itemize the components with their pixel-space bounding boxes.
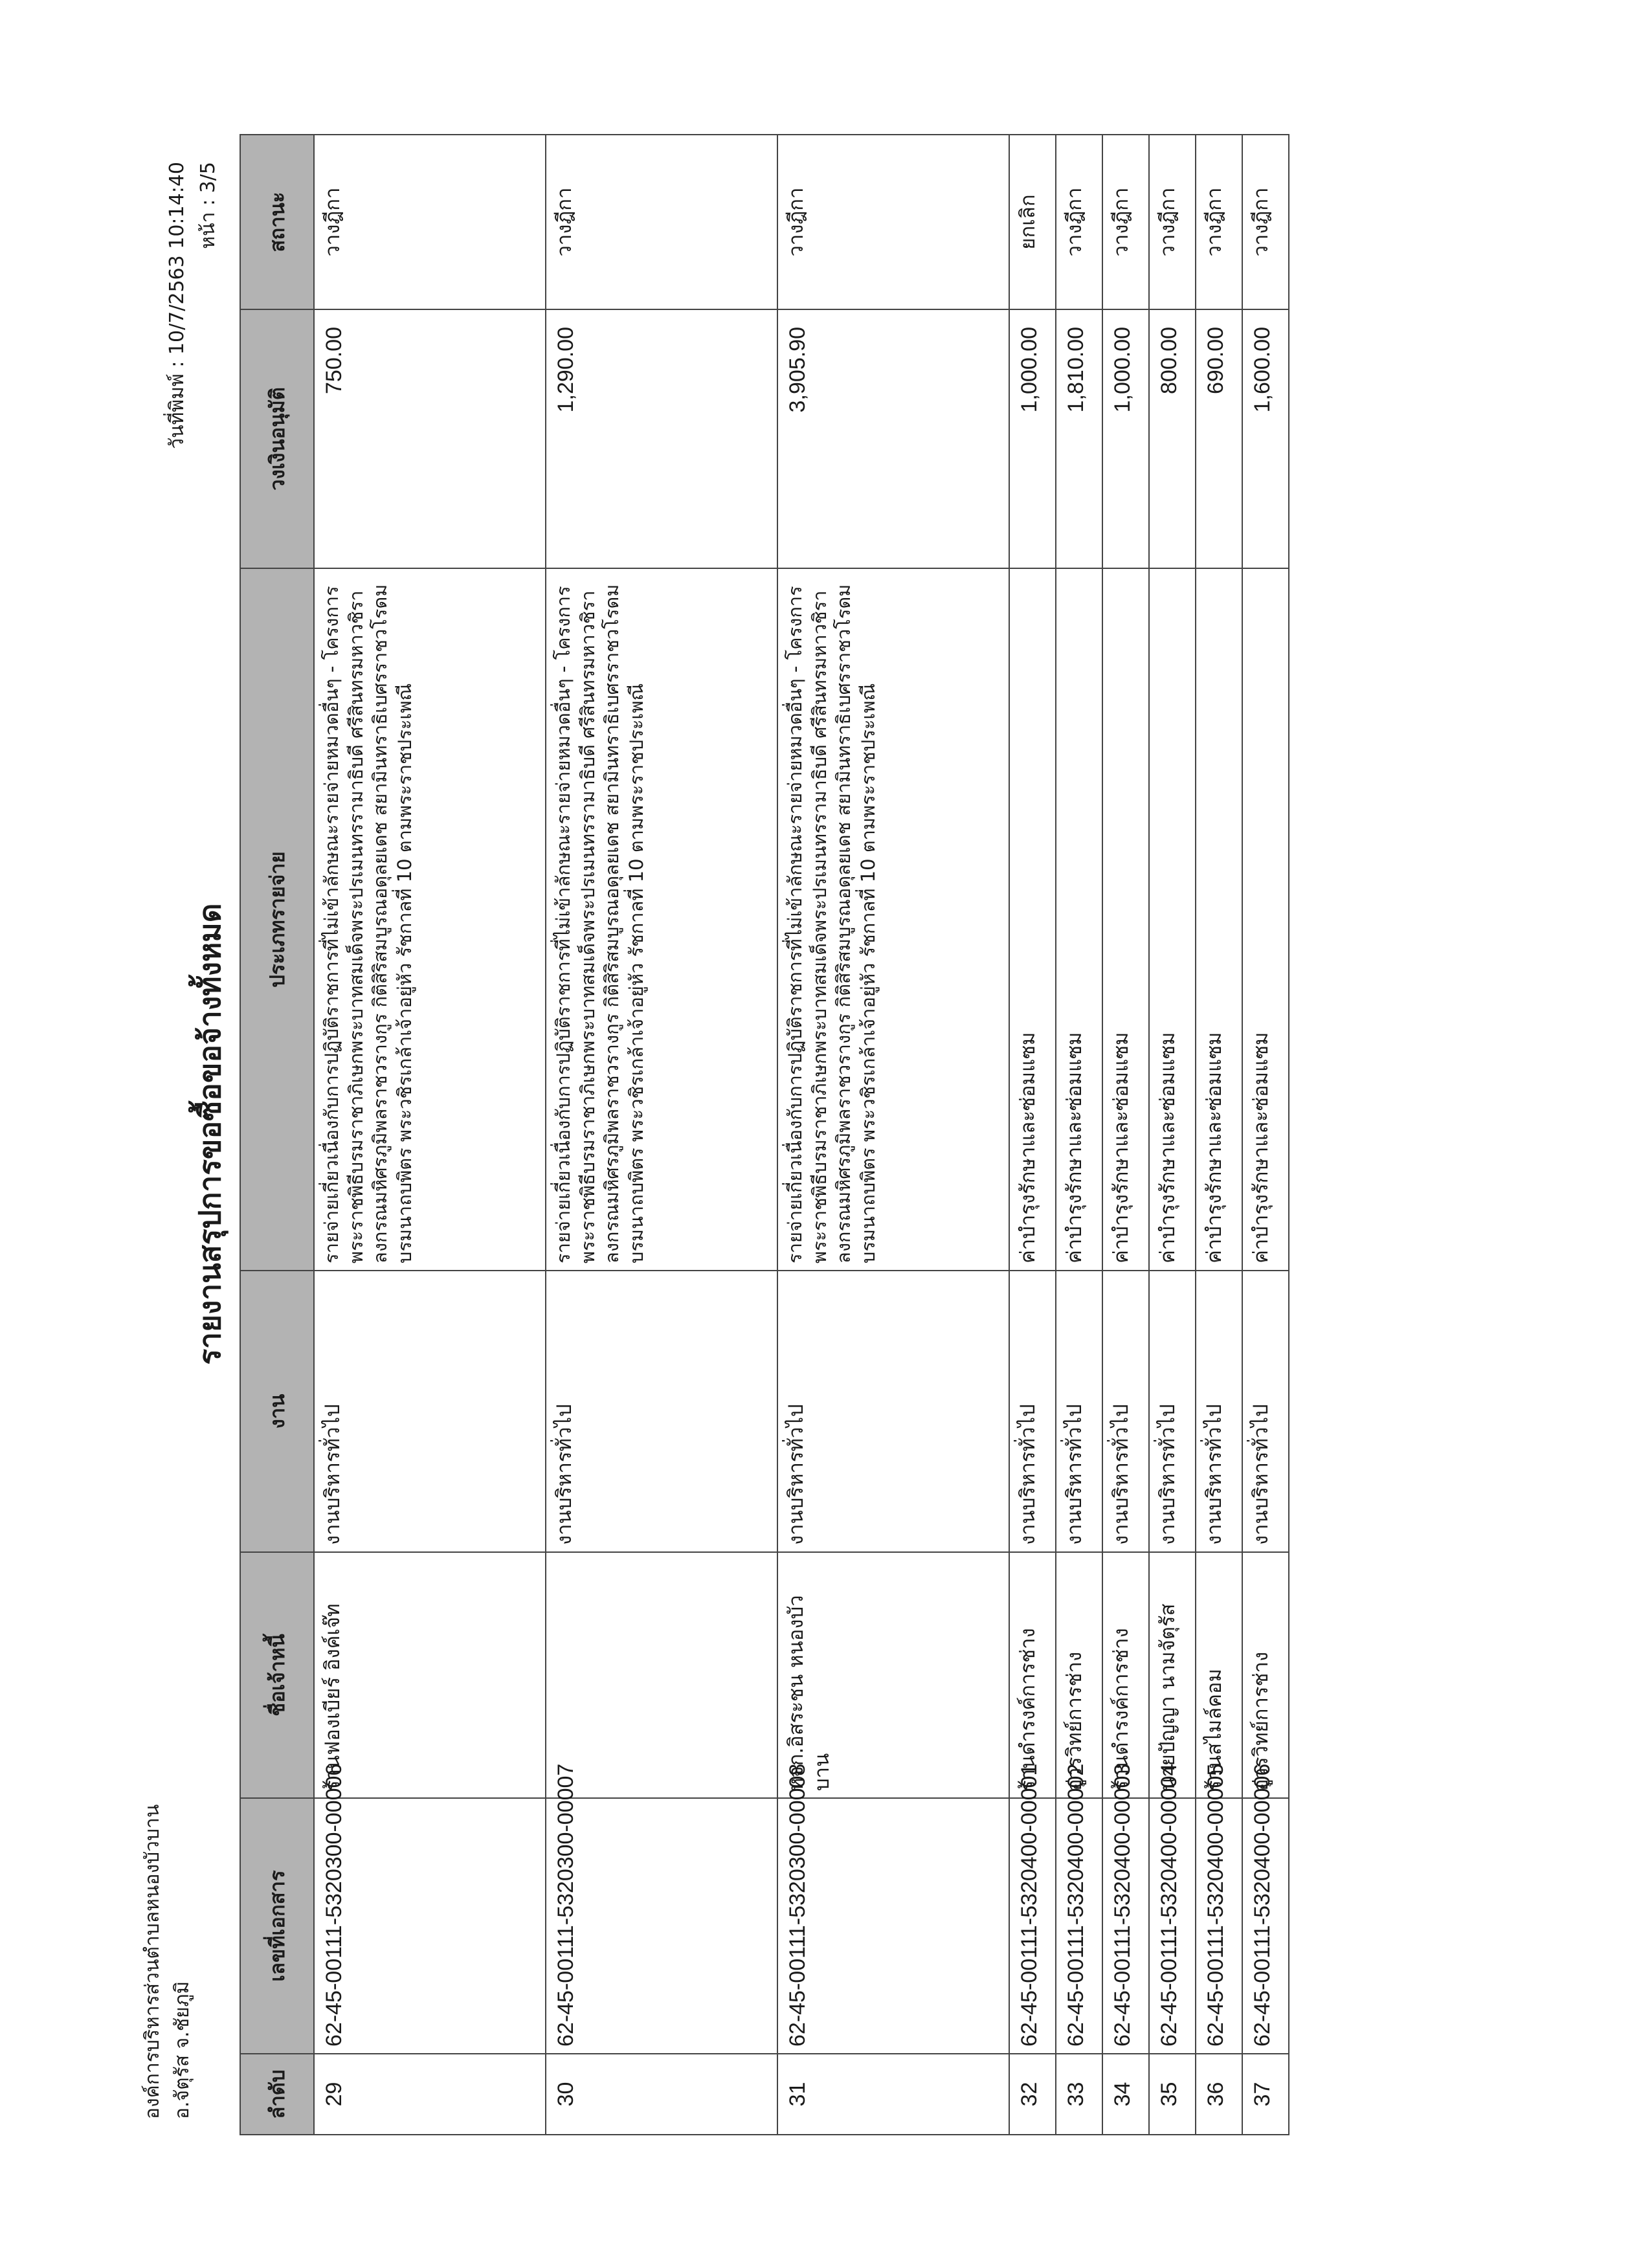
row-no: 36: [1196, 2054, 1242, 2135]
report-title: รายงานสรุปการขอซื้อขอจ้างทั้งหมด: [192, 903, 227, 1365]
column-header-work: งาน: [240, 1271, 314, 1552]
row-creditor: ร้านสไมล์คอม: [1196, 1552, 1242, 1798]
row-creditor: [546, 1552, 777, 1798]
district-name: อ.จัตุรัส จ.ชัยภูมิ: [171, 1981, 194, 2119]
row-type: ค่าบำรุงรักษาและซ่อมแซม: [1242, 568, 1289, 1271]
row-work: งานบริหารทั่วไป: [546, 1271, 777, 1552]
row-no: 34: [1102, 2054, 1149, 2135]
row-amount: 750.00: [314, 309, 546, 568]
row-no: 35: [1149, 2054, 1196, 2135]
row-no: 33: [1056, 2054, 1102, 2135]
row-work: งานบริหารทั่วไป: [1242, 1271, 1289, 1552]
row-status: วางฎีกา: [314, 135, 546, 309]
table-row: [1102, 135, 1149, 2135]
row-work: งานบริหารทั่วไป: [1009, 1271, 1056, 1552]
row-amount: 3,905.90: [777, 309, 1009, 568]
row-status: ยกเลิก: [1009, 135, 1056, 309]
row-status: วางฎีกา: [777, 135, 1009, 309]
row-no: 30: [546, 2054, 777, 2135]
row-creditor: ร้านฟองเบียร์ อิงค์เจ๊ท: [314, 1552, 546, 1798]
row-amount: 800.00: [1149, 309, 1196, 568]
column-header-status: สถานะ: [240, 135, 314, 309]
row-work: งานบริหารทั่วไป: [1102, 1271, 1149, 1552]
column-header-type: ประเภทรายจ่าย: [240, 568, 314, 1271]
row-type: ค่าบำรุงรักษาและซ่อมแซม: [1196, 568, 1242, 1271]
row-no: 31: [777, 2054, 1009, 2135]
row-work: งานบริหารทั่วไป: [1149, 1271, 1196, 1552]
row-doc: 62-45-00111-5320400-00004: [1149, 1798, 1196, 2054]
table-row: [314, 135, 546, 2135]
row-work: งานบริหารทั่วไป: [314, 1271, 546, 1552]
row-type: ค่าบำรุงรักษาและซ่อมแซม: [1149, 568, 1196, 1271]
row-work: งานบริหารทั่วไป: [1056, 1271, 1102, 1552]
row-type: ค่าบำรุงรักษาและซ่อมแซม: [1056, 568, 1102, 1271]
row-type: ค่าบำรุงรักษาและซ่อมแซม: [1009, 568, 1056, 1271]
row-status: วางฎีกา: [1149, 135, 1196, 309]
row-doc: 62-45-00111-5320300-00006: [314, 1798, 546, 2054]
table-row: [1242, 135, 1289, 2135]
print-datetime: วันที่พิมพ์ : 10/7/2563 10:14:40: [166, 162, 188, 449]
row-creditor: ร้านดำรงค์การช่าง: [1009, 1552, 1056, 1798]
table-row: [1009, 135, 1056, 2135]
row-status: วางฎีกา: [1196, 135, 1242, 309]
table-row: [777, 135, 1009, 2135]
row-work: งานบริหารทั่วไป: [777, 1271, 1009, 1552]
row-no: 37: [1242, 2054, 1289, 2135]
organization-name: องค์การบริหารส่วนตำบลหนองบัวบาน: [141, 1804, 164, 2119]
column-header-amount: วงเงินอนุมัติ: [240, 309, 314, 568]
row-doc: 62-45-00111-5320400-00005: [1196, 1798, 1242, 2054]
row-creditor: ร้านดำรงค์การช่าง: [1102, 1552, 1149, 1798]
row-doc: 62-45-00111-5320300-00007: [546, 1798, 777, 2054]
table-header-row: [240, 135, 314, 2135]
row-status: วางฎีกา: [1242, 135, 1289, 309]
row-doc: 62-45-00111-5320400-00003: [1102, 1798, 1149, 2054]
row-creditor: อู่วรวิทย์การช่าง: [1056, 1552, 1102, 1798]
table-row: [546, 135, 777, 2135]
table-row: [1149, 135, 1196, 2135]
row-type: รายจ่ายเกี่ยวเนื่องกับการปฏิบัติราชการที่ไม่เข้าลักษณะรายจ่ายหมวดอื่นๆ - โครงการพระราชพิธีบรมราชาภิเษกพระบาทสมเด็จพระปรเมนทรรามาธิบดี ศรีสินทรมหาวชิราลงกรณมหิศรภูมิพลราชวรางกูร กิติสิริสมบูรณอดุลยเดช สยามินทราธิเบศรราชวโรดม บรมนาถบพิตร พระวชิรเกล้าเจ้าอยู่หัว รัชกาลที่ 10 ตามพระราชประเพณี: [546, 568, 777, 1271]
row-doc: 62-45-00111-5320300-00008: [777, 1798, 1009, 2054]
table-row: [1056, 135, 1102, 2135]
column-header-no: ลำดับ: [240, 2054, 314, 2135]
row-no: 32: [1009, 2054, 1056, 2135]
row-amount: 1,600.00: [1242, 309, 1289, 568]
row-status: วางฎีกา: [546, 135, 777, 309]
column-header-creditor: ชื่อเจ้าหนี้: [240, 1552, 314, 1798]
table-row: [1196, 135, 1242, 2135]
column-header-doc: เลขที่เอกสาร: [240, 1798, 314, 2054]
row-amount: 690.00: [1196, 309, 1242, 568]
row-status: วางฎีกา: [1102, 135, 1149, 309]
row-amount: 1,000.00: [1009, 309, 1056, 568]
row-doc: 62-45-00111-5320400-00001: [1009, 1798, 1056, 2054]
row-creditor: หจก.อิสระชน หนองบัวบาน: [777, 1552, 1009, 1798]
row-amount: 1,290.00: [546, 309, 777, 568]
row-doc: 62-45-00111-5320400-00002: [1056, 1798, 1102, 2054]
row-status: วางฎีกา: [1056, 135, 1102, 309]
row-work: งานบริหารทั่วไป: [1196, 1271, 1242, 1552]
row-creditor: อู่วรวิทย์การช่าง: [1242, 1552, 1289, 1798]
row-amount: 1,810.00: [1056, 309, 1102, 568]
row-type: รายจ่ายเกี่ยวเนื่องกับการปฏิบัติราชการที่ไม่เข้าลักษณะรายจ่ายหมวดอื่นๆ - โครงการพระราชพิธีบรมราชาภิเษกพระบาทสมเด็จพระปรเมนทรรามาธิบดี ศรีสินทรมหาวชิราลงกรณมหิศรภูมิพลราชวรางกูร กิติสิริสมบูรณอดุลยเดช สยามินทราธิเบศรราชวโรดม บรมนาถบพิตร พระวชิรเกล้าเจ้าอยู่หัว รัชกาลที่ 10 ตามพระราชประเพณี: [777, 568, 1009, 1271]
row-doc: 62-45-00111-5320400-00006: [1242, 1798, 1289, 2054]
procurement-table: [240, 134, 1289, 2135]
page-number: หน้า : 3/5: [197, 162, 219, 249]
row-amount: 1,000.00: [1102, 309, 1149, 568]
row-creditor: นายปัญญา นามจัตุรัส: [1149, 1552, 1196, 1798]
row-type: รายจ่ายเกี่ยวเนื่องกับการปฏิบัติราชการที่ไม่เข้าลักษณะรายจ่ายหมวดอื่นๆ - โครงการพระราชพิธีบรมราชาภิเษกพระบาทสมเด็จพระปรเมนทรรามาธิบดี ศรีสินทรมหาวชิราลงกรณมหิศรภูมิพลราชวรางกูร กิติสิริสมบูรณอดุลยเดช สยามินทราธิเบศรราชวโรดม บรมนาถบพิตร พระวชิรเกล้าเจ้าอยู่หัว รัชกาลที่ 10 ตามพระราชประเพณี: [314, 568, 546, 1271]
row-no: 29: [314, 2054, 546, 2135]
row-type: ค่าบำรุงรักษาและซ่อมแซม: [1102, 568, 1149, 1271]
